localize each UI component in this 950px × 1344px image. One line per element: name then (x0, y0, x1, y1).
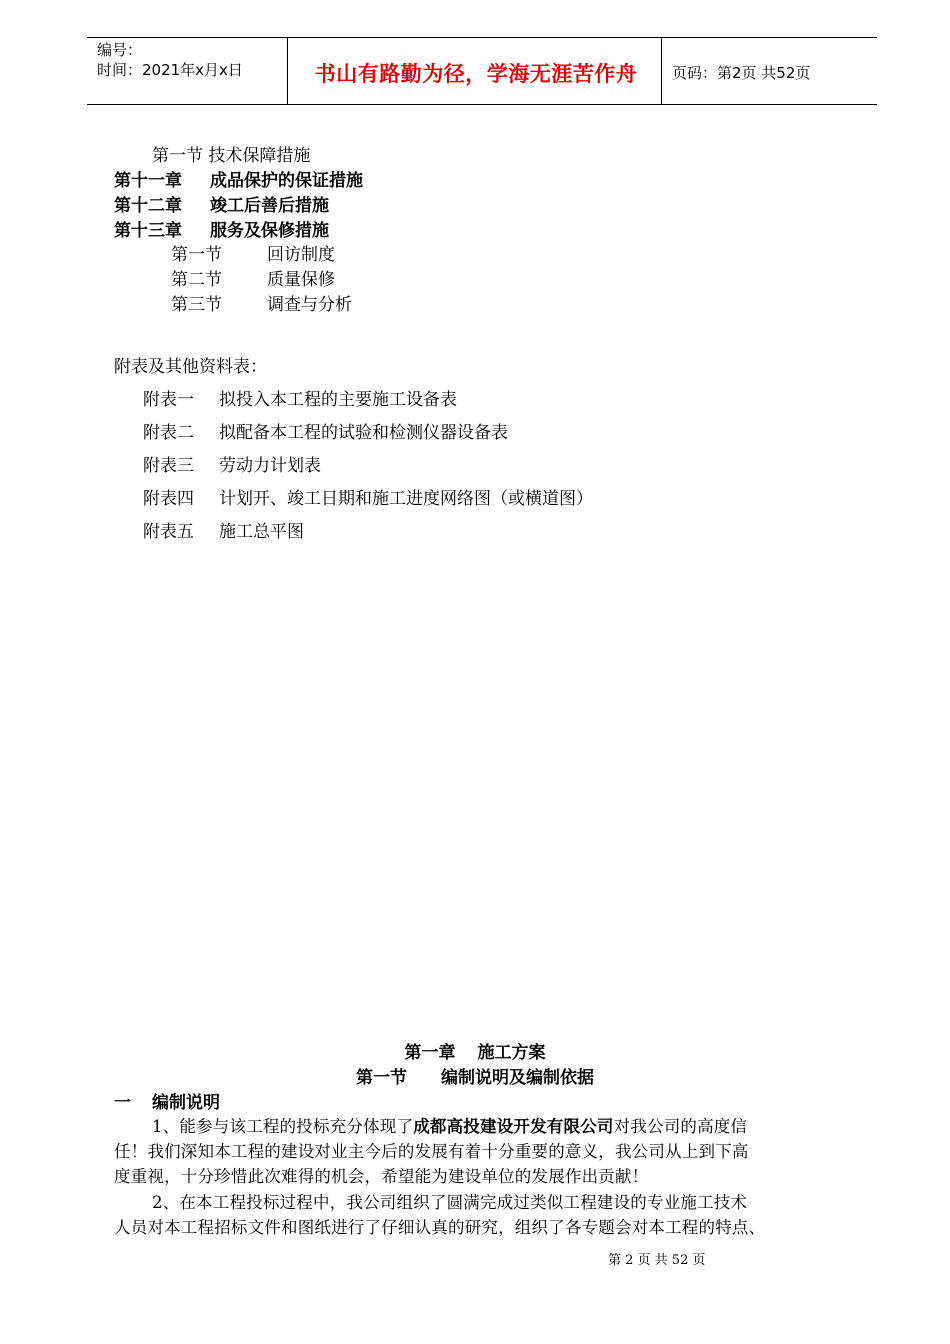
appendix-num: 附表二 (143, 423, 194, 443)
toc-chapter-13 (114, 216, 329, 241)
toc-section-1 (171, 240, 335, 265)
toc-chapter-num: 第十二章 (114, 196, 182, 216)
appendix-item-1 (143, 385, 457, 410)
p1-text-b: 对我公司的高度信 (613, 1117, 748, 1136)
sub-heading (114, 1088, 220, 1113)
toc-section-title: 调查与分析 (267, 295, 352, 315)
toc-section-num: 第二节 (171, 270, 222, 290)
section-title: 编制说明及编制依据 (441, 1068, 594, 1088)
appendix-title: 拟投入本工程的主要施工设备表 (219, 390, 457, 410)
sub-heading-num: 一 (114, 1093, 131, 1113)
appendix-item-5 (143, 517, 304, 542)
toc-chapter-num: 第十一章 (114, 171, 182, 191)
toc-section-3 (171, 290, 352, 315)
chapter-num: 第一章 (404, 1043, 456, 1063)
toc-section-num: 第一节 (171, 245, 222, 265)
header-motto: 书山有路勤为径，学海无涯苦作舟 (314, 62, 638, 86)
appendix-title: 计划开、竣工日期和施工进度网络图（或横道图） (219, 489, 593, 509)
appendix-title: 劳动力计划表 (219, 456, 321, 476)
toc-section-title: 质量保修 (267, 270, 335, 290)
appendix-num: 附表五 (143, 522, 194, 542)
page-footer: 第 2 页 共 52 页 (608, 1253, 706, 1268)
paragraph-1-line-2: 任！我们深知本工程的建设对业主今后的发展有着十分重要的意义，我公司从上到下高 (114, 1142, 749, 1161)
paragraph-1-line-1 (152, 1113, 747, 1137)
header-divider-left (287, 37, 288, 105)
appendix-title: 拟配备本工程的试验和检测仪器设备表 (219, 423, 508, 443)
company-name: 成都高投建设开发有限公司 (413, 1117, 614, 1136)
time-label: 时间：2021年x月x日 (97, 61, 243, 79)
chapter-heading (0, 1038, 950, 1063)
appendix-item-4 (143, 484, 593, 509)
header-left-cell (97, 40, 243, 80)
appendix-item-2 (143, 418, 508, 443)
paragraph-2-line-2: 人员对本工程招标文件和图纸进行了仔细认真的研究，组织了各专题会对本工程的特点、 (114, 1218, 766, 1237)
sub-heading-title: 编制说明 (152, 1093, 220, 1113)
paragraph-1-line-3: 度重视，十分珍惜此次难得的机会，希望能为建设单位的发展作出贡献！ (114, 1167, 649, 1186)
toc-chapter-title: 竣工后善后措施 (210, 196, 329, 216)
toc-chapter-title: 服务及保修措施 (210, 221, 329, 241)
appendix-title: 施工总平图 (219, 522, 304, 542)
appendix-heading: 附表及其他资料表： (114, 357, 267, 377)
toc-chapter-11 (114, 166, 363, 191)
toc-chapter-12 (114, 191, 329, 216)
header-top-border (87, 37, 877, 38)
toc-section-2 (171, 265, 335, 290)
toc-section-title: 回访制度 (267, 245, 335, 265)
toc-section-tech: 第一节 技术保障措施 (152, 146, 311, 166)
appendix-num: 附表四 (143, 489, 194, 509)
chapter-title: 施工方案 (477, 1043, 546, 1063)
toc-chapter-num: 第十三章 (114, 221, 182, 241)
p1-text-a: 1、能参与该工程的投标充分体现了 (152, 1117, 414, 1136)
appendix-num: 附表三 (143, 456, 194, 476)
toc-section-num: 第三节 (171, 295, 222, 315)
appendix-item-3 (143, 451, 321, 476)
serial-label: 编号： (97, 41, 143, 59)
paragraph-2-line-1: 2、在本工程投标过程中，我公司组织了圆满完成过类似工程建设的专业施工技术 (152, 1193, 748, 1212)
header-bottom-border (87, 104, 877, 105)
section-heading (0, 1063, 950, 1088)
appendix-num: 附表一 (143, 390, 194, 410)
toc-chapter-title: 成品保护的保证措施 (210, 171, 363, 191)
section-num: 第一节 (356, 1068, 407, 1088)
header-page-info: 页码：第2页 共52页 (672, 64, 811, 82)
